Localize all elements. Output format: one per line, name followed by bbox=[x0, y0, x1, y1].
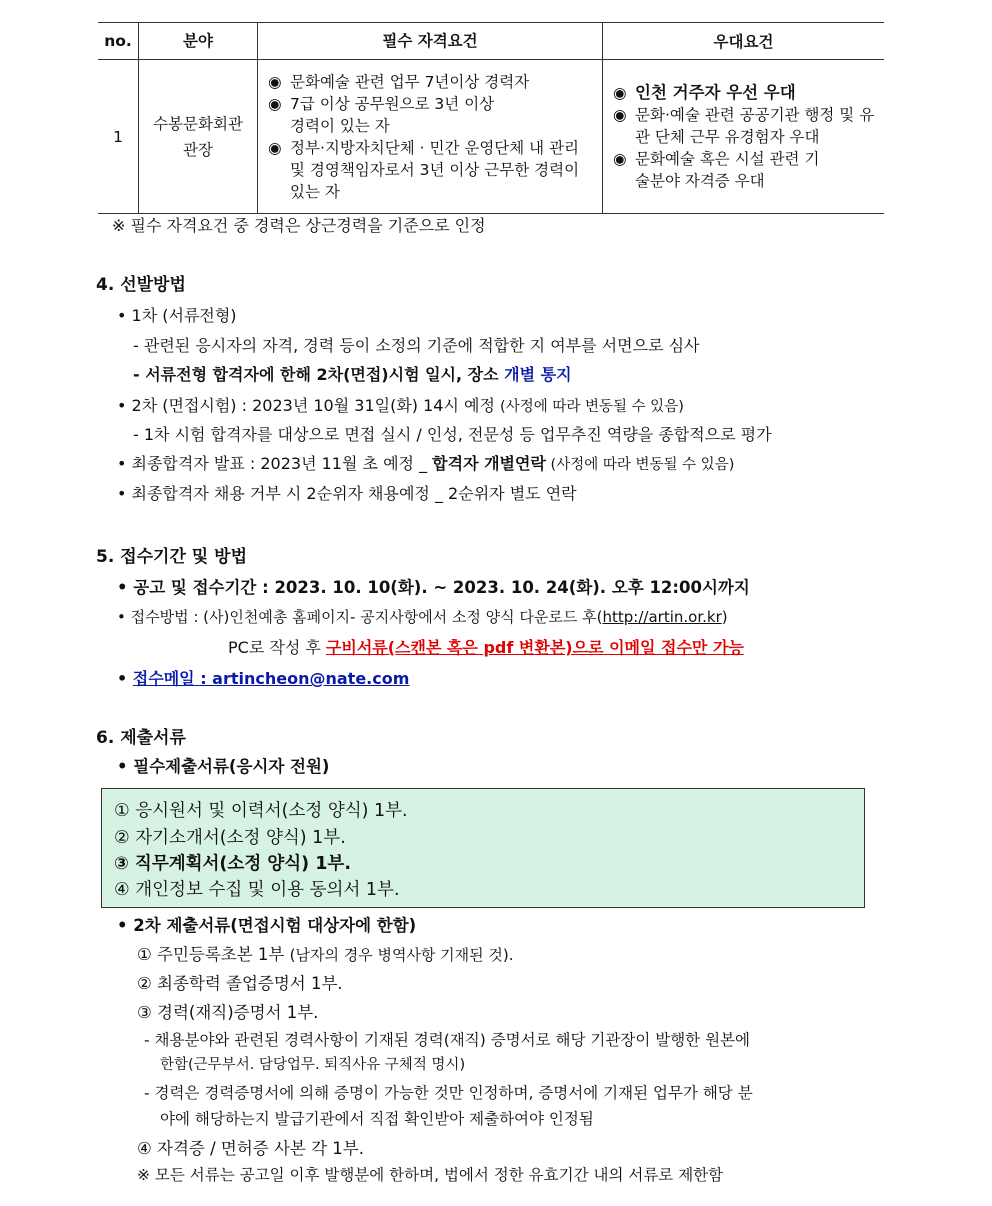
s4-line2: - 관련된 응시자의 자격, 경력 등이 소정의 기준에 적합한 지 여부를 서면으로 심사 bbox=[133, 336, 700, 355]
header-field: 분야 bbox=[139, 23, 258, 60]
row-no: 1 bbox=[98, 60, 139, 214]
header-required: 필수 자격요건 bbox=[258, 23, 603, 60]
s4-line1: • 1차 (서류전형) bbox=[117, 306, 237, 325]
email-link[interactable]: artincheon@nate.com bbox=[212, 669, 410, 688]
s4-line7: • 최종합격자 채용 거부 시 2순위자 채용예정 _ 2순위자 별도 연락 bbox=[117, 484, 577, 503]
s6-detail1a: - 채용분야와 관련된 경력사항이 기재된 경력(재직) 증명서로 해당 기관장이 발행한 원본에 bbox=[144, 1031, 750, 1049]
bullet-icon: ◉ bbox=[613, 105, 627, 124]
required-documents-box bbox=[101, 788, 865, 908]
s6-detail2b: 야에 해당하는지 발급기관에서 직접 확인받아 제출하여야 인정됨 bbox=[160, 1110, 594, 1128]
bullet-icon: ◉ bbox=[613, 149, 627, 168]
s6-item3: ③ 경력(재직)증명서 1부. bbox=[137, 1003, 319, 1022]
bullet-icon: ◉ bbox=[268, 94, 282, 113]
s6-note: ※ 모든 서류는 공고일 이후 발행분에 한하며, 법에서 정한 유효기간 내의 서류로 제한함 bbox=[137, 1166, 724, 1184]
s6-detail1b: 한함(근무부서. 담당업무. 퇴직사유 구체적 명시) bbox=[160, 1057, 466, 1073]
table-note: ※ 필수 자격요건 중 경력은 상근경력을 기준으로 인정 bbox=[112, 216, 486, 235]
homepage-link[interactable]: http://artin.or.kr bbox=[602, 608, 722, 626]
table-header-row bbox=[98, 23, 884, 60]
s6-item2: ② 최종학력 졸업증명서 1부. bbox=[137, 974, 343, 993]
s5-method-cont: PC로 작성 후 구비서류(스캔본 혹은 pdf 변환본)으로 이메일 접수만 가능 bbox=[228, 638, 744, 657]
notice-highlight: 개별 통지 bbox=[504, 365, 572, 384]
required-item: ◉ 7급 이상 공무원으로 3년 이상 경력이 있는 자 bbox=[268, 94, 495, 135]
doc-item: ③ 직무계획서(소정 양식) 1부. bbox=[114, 854, 351, 874]
bullet-icon: ◉ bbox=[268, 138, 282, 157]
s5-period: • 공고 및 접수기간 : 2023. 10. 10(화). ~ 2023. 10. 24(화). 오후 12:00시까지 bbox=[117, 578, 750, 597]
preferred-item: ◉ 문화예술 혹은 시설 관련 기술분야 자격증 우대 bbox=[613, 149, 820, 190]
required-item: ◉ 정부·지방자치단체 · 민간 운영단체 내 관리 및 경영책임자로서 3년 이상 근무한 경력이 있는 자 bbox=[268, 138, 580, 201]
s4-line3: - 서류전형 합격자에 한해 2차(면접)시험 일시, 장소 개별 통지 bbox=[133, 365, 572, 384]
s6-detail2a: - 경력은 경력증명서에 의해 증명이 가능한 것만 인정하며, 증명서에 기재된 업무가 해당 분 bbox=[144, 1084, 753, 1102]
s4-line4: • 2차 (면접시험) : 2023년 10월 31일(화) 14시 예정 (사정에 따라 변동될 수 있음) bbox=[117, 396, 684, 415]
s5-method: • 접수방법 : (사)인천예총 홈페이지- 공지사항에서 소정 양식 다운로드 후(http://artin.or.kr) bbox=[117, 608, 728, 626]
s6-item1: ① 주민등록초본 1부 (남자의 경우 병역사항 기재된 것). bbox=[137, 945, 514, 964]
email-only-highlight: 구비서류(스캔본 혹은 pdf 변환본)으로 이메일 접수만 가능 bbox=[325, 638, 744, 657]
s6-sub1: • 필수제출서류(응시자 전원) bbox=[117, 757, 330, 776]
requirements-table bbox=[98, 22, 884, 214]
s4-line6: • 최종합격자 발표 : 2023년 11월 초 예정 _ 합격자 개별연락 (사정에 따라 변동될 수 있음) bbox=[117, 454, 735, 473]
preferred-cell bbox=[603, 60, 885, 214]
header-no: no. bbox=[98, 23, 139, 60]
s4-line5: - 1차 시험 합격자를 대상으로 면접 실시 / 인성, 전문성 등 업무추진 역량을 종합적으로 평가 bbox=[133, 425, 772, 444]
table-row bbox=[98, 60, 884, 214]
required-cell bbox=[258, 60, 603, 214]
bullet-icon: ◉ bbox=[613, 83, 627, 102]
doc-item: ① 응시원서 및 이력서(소정 양식) 1부. bbox=[114, 801, 408, 821]
s6-item4: ④ 자격증 / 면허증 사본 각 1부. bbox=[137, 1139, 364, 1158]
field-line1: 수봉문화회관 bbox=[153, 114, 243, 133]
row-field bbox=[139, 60, 258, 214]
preferred-item: ◉ 문화·예술 관련 공공기관 행정 및 유관 단체 근무 유경험자 우대 bbox=[613, 105, 875, 146]
section6-title: 6. 제출서류 bbox=[96, 728, 186, 748]
section5-title: 5. 접수기간 및 방법 bbox=[96, 547, 247, 567]
s5-email: • 접수메일 : artincheon@nate.com bbox=[117, 669, 410, 688]
preferred-item: ◉ 인천 거주자 우선 우대 bbox=[613, 82, 796, 102]
doc-item: ② 자기소개서(소정 양식) 1부. bbox=[114, 828, 346, 848]
doc-item: ④ 개인정보 수집 및 이용 동의서 1부. bbox=[114, 880, 400, 900]
s6-sub2: • 2차 제출서류(면접시험 대상자에 한함) bbox=[117, 916, 417, 935]
section4-title: 4. 선발방법 bbox=[96, 275, 186, 295]
bullet-icon: ◉ bbox=[268, 72, 282, 91]
required-item: ◉ 문화예술 관련 업무 7년이상 경력자 bbox=[268, 72, 530, 91]
header-preferred: 우대요건 bbox=[603, 23, 885, 60]
field-line2: 관장 bbox=[183, 140, 213, 159]
